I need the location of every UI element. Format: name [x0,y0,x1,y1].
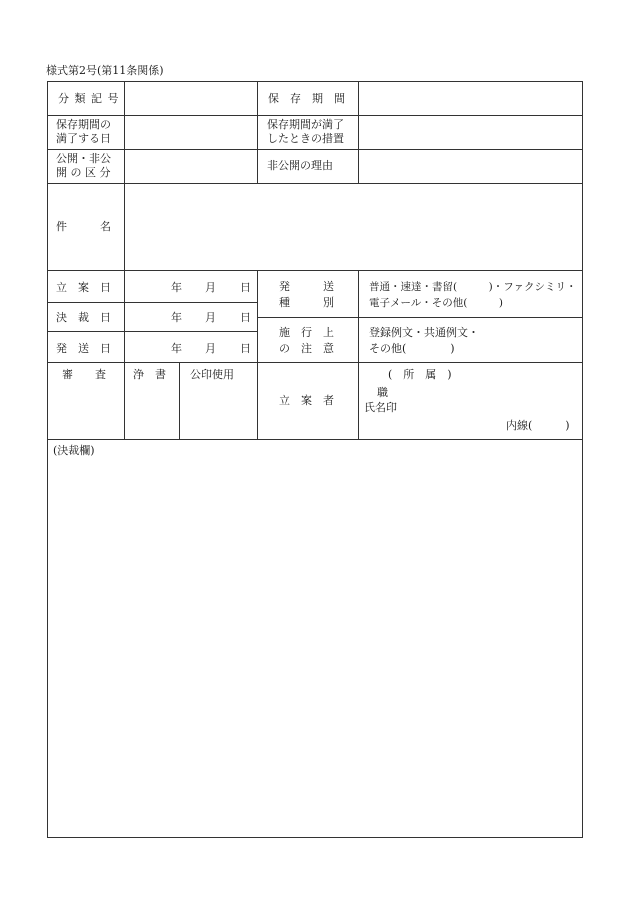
label-affiliation: ( 所 属 ) [388,368,452,381]
vline-mid-bottom [257,270,258,439]
label-position: 職 [377,386,388,399]
approval-date-month: 月 [205,311,216,324]
label-nondisclosure-reason: 非公開の理由 [267,159,333,172]
draft-date-day: 日 [240,281,251,294]
form-title: 様式第2号(第11条関係) [46,64,164,77]
label-retention-end-date-line2: 満了する日 [56,132,111,145]
hline-dispatch-enforcement [258,317,583,318]
label-disclosure-class-line2: 開 の 区 分 [56,166,111,179]
label-action-after-expiry-line1: 保存期間が満了 [267,118,344,131]
approval-date-year: 年 [171,311,182,324]
label-retention-end-date-line1: 保存期間の [56,118,111,131]
label-disclosure-class-line1: 公開・非公 [56,152,111,165]
label-draft-date: 立 案 日 [56,281,111,294]
label-name-seal: 氏名印 [364,401,397,414]
enforcement-options-line2: その他( ) [369,342,455,355]
vline-right-bottom [358,270,359,439]
label-drafter: 立 案 者 [279,394,334,407]
hline-draft-approval [47,302,258,303]
hline-row6 [47,439,583,440]
label-dispatch-type-line1: 発 送 [279,280,334,293]
dispatch-options-line2: 電子メール・その他( ) [369,297,503,309]
label-fair-copy: 浄 書 [133,368,166,381]
vline-label-col [124,81,125,439]
vline-fair-copy [179,362,180,439]
label-approval-date: 決 裁 日 [56,311,111,324]
label-classification-code: 分 類 記 号 [58,92,120,105]
hline-row2 [47,149,583,150]
dispatch-date-year: 年 [171,342,182,355]
hline-approval-dispatch [47,331,258,332]
label-enforcement-notes-line2: の 注 意 [279,342,334,355]
dispatch-options-line1: 普通・速達・書留( )・ファクシミリ・ [369,281,577,293]
draft-date-month: 月 [205,281,216,294]
hline-row4 [47,270,583,271]
vline-right-top [358,81,359,183]
vline-mid-top [257,81,258,183]
hline-row3 [47,183,583,184]
label-extension: 内線( ) [506,419,570,432]
label-approval-section: (決裁欄) [53,444,95,457]
dispatch-date-month: 月 [205,342,216,355]
approval-date-day: 日 [240,311,251,324]
label-seal-use: 公印使用 [190,368,234,381]
hline-row1 [47,115,583,116]
label-subject: 件 名 [56,220,111,233]
form-frame [47,81,583,838]
label-dispatch-date: 発 送 日 [56,342,111,355]
label-dispatch-type-line2: 種 別 [279,296,334,309]
dispatch-date-day: 日 [240,342,251,355]
label-review: 審 査 [62,368,106,381]
label-action-after-expiry-line2: したときの措置 [267,132,344,145]
draft-date-year: 年 [171,281,182,294]
enforcement-options-line1: 登録例文・共通例文・ [369,326,479,339]
hline-row5 [47,362,583,363]
label-enforcement-notes-line1: 施 行 上 [279,326,334,339]
label-retention-period: 保 存 期 間 [268,92,345,105]
